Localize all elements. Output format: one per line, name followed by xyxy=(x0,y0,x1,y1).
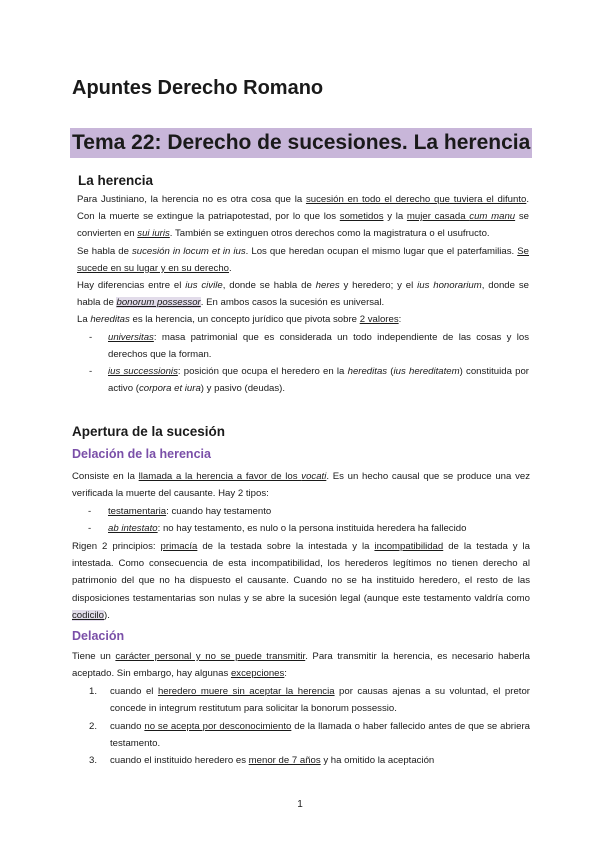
highlighted-text: codicilo xyxy=(72,610,104,622)
italic-underlined-text: universitas xyxy=(108,331,154,343)
apertura-paragraph-2 xyxy=(72,538,530,625)
text-span: : xyxy=(398,314,402,326)
text-span: y ha omitido la aceptación xyxy=(320,755,435,767)
text-span: cuando el instituido heredero es xyxy=(110,755,249,767)
text-span: ) constituida por activo ( xyxy=(108,366,529,395)
text-span: por causas ajenas a su voluntad, el pretor concede in integrum restitutum para solicitar la bonorum possessio. xyxy=(110,685,530,715)
section-delacion-body xyxy=(72,648,530,770)
section-title-herencia: La herencia xyxy=(78,173,154,188)
italic-text: ius civile xyxy=(185,280,223,292)
text-span: Hay diferencias entre el xyxy=(77,280,186,292)
text-span: de la llamada o haber fallecido antes de que se abriera testamento. xyxy=(110,720,530,750)
underlined-text: sometidos xyxy=(339,211,384,223)
section-herencia-body xyxy=(77,191,529,397)
text-span: La xyxy=(77,314,91,326)
italic-text: ius hereditatem xyxy=(393,366,460,378)
list-item xyxy=(72,683,530,718)
text-span: . xyxy=(229,262,232,274)
italic-text: cum manu xyxy=(469,211,516,223)
text-span: Para Justiniano, la herencia no es otra cosa que la xyxy=(77,194,306,205)
delacion-paragraph xyxy=(72,648,530,683)
text-span: ). xyxy=(104,610,110,622)
apertura-paragraph-1 xyxy=(72,468,530,503)
text-span: es la herencia, un concepto jurídico que pivota sobre xyxy=(129,314,360,326)
underlined-text: sucesión en todo el derecho que tuviera el difunto xyxy=(305,194,527,205)
text-span: . Los que heredan ocupan el mismo lugar que el paterfamilias. xyxy=(245,245,518,257)
italic-text: corpora et iura xyxy=(138,383,201,395)
italic-underlined-text: sui iuris xyxy=(137,228,170,240)
underlined-text: excepciones xyxy=(230,668,285,680)
list-item xyxy=(77,329,529,363)
underlined-text: heredero muere sin aceptar la herencia xyxy=(157,685,335,697)
list-number: 2. xyxy=(89,720,98,732)
text-span: . Para transmitir la herencia, es necesario haberla aceptado. Sin embargo, hay algunas xyxy=(72,651,530,680)
list-item xyxy=(72,520,530,537)
list-number: 3. xyxy=(89,755,98,767)
herencia-paragraph-4 xyxy=(77,311,529,328)
exceptions-list xyxy=(72,683,530,770)
italic-text: vocati xyxy=(301,471,327,482)
subsection-title-delacion: Delación xyxy=(72,629,125,643)
underlined-text: no se acepta por desconocimiento xyxy=(144,720,292,732)
underlined-text: carácter personal y no se puede transmitir xyxy=(115,651,306,662)
underlined-text: menor de 7 años xyxy=(248,755,321,767)
text-span: cuando xyxy=(110,720,145,732)
underlined-text: incompatibilidad xyxy=(374,540,444,552)
text-span: . Es un hecho causal que se produce una vez verificada la muerte del causante. Hay 2 tipos: xyxy=(72,471,531,500)
text-span: . También se extinguen otros derechos como la magistratura o el usufructo. xyxy=(169,228,490,240)
text-span: : no hay testamento, es nulo o la persona instituida heredera ha fallecido xyxy=(157,523,467,535)
list-item xyxy=(72,718,530,753)
hereditas-values-list xyxy=(77,329,529,398)
text-span: : posición que ocupa el heredero en la xyxy=(177,366,348,378)
list-number: 1. xyxy=(89,685,98,697)
underlined-text: primacía xyxy=(160,540,198,552)
underlined-text: llamada a la herencia a favor de los xyxy=(138,471,302,482)
text-span: y la xyxy=(383,211,407,223)
text-span: ) y pasivo (deudas). xyxy=(200,383,286,395)
text-span: , donde se habla de xyxy=(77,280,529,309)
section-apertura-body xyxy=(72,468,530,625)
list-item xyxy=(77,363,529,397)
subsection-title-delacion-herencia: Delación de la herencia xyxy=(72,447,211,461)
italic-text: heres xyxy=(315,280,340,292)
text-span: : xyxy=(284,668,287,680)
underlined-text: mujer casada xyxy=(406,211,470,223)
section-title-apertura: Apertura de la sucesión xyxy=(72,424,226,439)
italic-text: hereditas xyxy=(347,366,388,378)
text-span: , donde se habla de xyxy=(222,280,316,292)
text-span: Tiene un xyxy=(72,651,116,662)
page-number: 1 xyxy=(297,799,303,810)
text-span: : masa patrimonial que es considerada un todo independiente de las cosas y los derechos que la forman. xyxy=(108,331,529,360)
italic-underlined-text: ius successionis xyxy=(108,366,178,378)
text-span: y heredero; y el xyxy=(339,280,418,292)
herencia-paragraph-2 xyxy=(77,243,529,277)
highlighted-text: bonorum possessor xyxy=(116,297,201,309)
list-item xyxy=(72,752,530,769)
underlined-text: Se sucede en su lugar y en su derecho xyxy=(77,245,529,274)
text-span: ( xyxy=(387,366,394,378)
text-span: de la testada sobre la intestada y la xyxy=(197,540,375,552)
text-span: cuando el xyxy=(110,685,158,697)
document-title: Apuntes Derecho Romano xyxy=(72,77,324,99)
text-span: Consiste en la xyxy=(72,471,139,482)
italic-underlined-text: ab intestato xyxy=(108,523,158,535)
tema-title: Tema 22: Derecho de sucesiones. La herencia xyxy=(70,128,532,158)
text-span: se convierten en xyxy=(77,211,529,240)
text-span: Se habla de xyxy=(77,245,132,257)
text-span: de la testada y la intestada. Como consecuencia de esta incompatibilidad, los herederos legítimos no tienen derecho al patrimonio del que no ha dispuesto el causante. Cuando no se ha instituido heredero, el resto de las disposiciones testamentarias son nulas y se abre la sucesión legal (aunque este testamento valdría como xyxy=(72,540,531,604)
text-span: : cuando hay testamento xyxy=(166,505,272,517)
delacion-types-list xyxy=(72,503,530,538)
herencia-paragraph-1 xyxy=(77,191,529,243)
text-span: . En ambos casos la sucesión es universal. xyxy=(200,297,385,309)
italic-text: hereditas xyxy=(90,314,130,326)
italic-text: ius honorarium xyxy=(417,280,482,292)
underlined-text: testamentaria xyxy=(108,505,167,517)
list-item xyxy=(72,503,530,520)
italic-text: sucesión in locum et in ius xyxy=(131,245,246,257)
text-span: . Con la muerte se extingue la patriapotestad, por lo que los xyxy=(77,194,529,223)
text-span: Rigen 2 principios: xyxy=(72,540,161,552)
underlined-text: 2 valores xyxy=(359,314,399,326)
herencia-paragraph-3 xyxy=(77,277,529,311)
